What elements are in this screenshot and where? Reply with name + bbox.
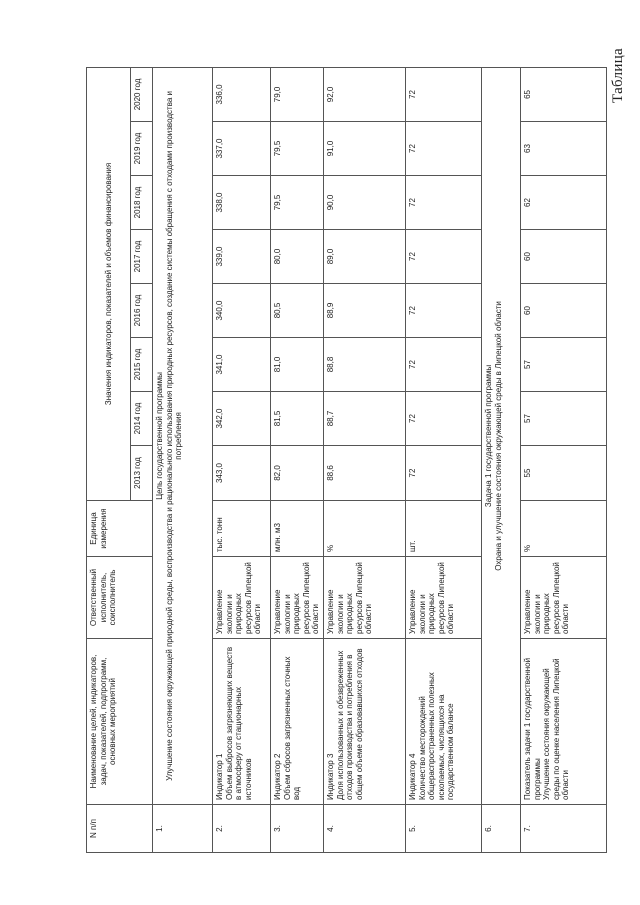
executor: Управление экологии и природных ресурсов Липецкой области: [520, 557, 606, 639]
value-cell: 79,5: [271, 176, 324, 230]
indicator-name: Показатель задачи 1 государственной программы Улучшение состояния окружающей среды по оценке населения Липецкой области: [520, 639, 606, 805]
value-cell: 339,0: [213, 230, 271, 284]
goal-row: [153, 67, 213, 852]
header-year: 2016 год: [131, 284, 153, 338]
header-executor: Ответственный исполнитель, соисполнитель: [87, 557, 153, 639]
header-year: 2013 год: [131, 446, 153, 501]
row-number: 4.: [323, 805, 405, 853]
unit: %: [323, 501, 405, 557]
value-cell: 79,5: [271, 122, 324, 176]
goal-title: Цель государственной программы: [155, 372, 164, 500]
indicators-table: [86, 67, 607, 853]
table-row: [520, 67, 606, 852]
row-number: 6.: [481, 805, 520, 853]
row-number: 3.: [271, 805, 324, 853]
value-cell: 72: [405, 284, 481, 338]
header-year: 2020 год: [131, 67, 153, 121]
value-cell: 338,0: [213, 176, 271, 230]
goal-cell: [153, 67, 213, 804]
table-row: [323, 67, 405, 852]
value-cell: 55: [520, 446, 606, 501]
header-row-1: [87, 67, 131, 852]
value-cell: 63: [520, 122, 606, 176]
rotated-table-wrapper: [86, 68, 601, 853]
indicator-name: Индикатор 3 Доля использованных и обезвреженных отходов производства и потребления в общем объеме образовавшихся отходов: [323, 639, 405, 805]
value-cell: 57: [520, 392, 606, 446]
indicator-name: Индикатор 2 Объем сбросов загрязненных сточных вод: [271, 639, 324, 805]
value-cell: 72: [405, 392, 481, 446]
task-title: Задача 1 государственной программы: [483, 364, 493, 508]
table-caption: Таблица: [610, 48, 626, 104]
value-cell: 65: [520, 67, 606, 121]
header-values-group: Значения индикаторов, показателей и объемов финансирования: [87, 67, 131, 500]
value-cell: 88,7: [323, 392, 405, 446]
value-cell: 90,0: [323, 176, 405, 230]
header-year: 2017 год: [131, 230, 153, 284]
header-num: N п/п: [87, 805, 153, 853]
value-cell: 88,8: [323, 338, 405, 392]
value-cell: 62: [520, 176, 606, 230]
header-year: 2018 год: [131, 176, 153, 230]
unit: тыс. тонн: [213, 501, 271, 557]
value-cell: 341,0: [213, 338, 271, 392]
executor: Управление экологии и природных ресурсов Липецкой области: [271, 557, 324, 639]
task-cell: [481, 67, 520, 804]
header-year: 2019 год: [131, 122, 153, 176]
value-cell: 81,5: [271, 392, 324, 446]
value-cell: 89,0: [323, 230, 405, 284]
table-row: [213, 67, 271, 852]
task-text: Охрана и улучшение состояния окружающей среды в Липецкой области: [493, 301, 503, 571]
value-cell: 72: [405, 446, 481, 501]
value-cell: 336,0: [213, 67, 271, 121]
table-row: [405, 67, 481, 852]
unit: %: [520, 501, 606, 557]
row-number: 2.: [213, 805, 271, 853]
value-cell: 72: [405, 176, 481, 230]
row-number: 1.: [153, 805, 213, 853]
executor: Управление экологии и природных ресурсов Липецкой области: [405, 557, 481, 639]
unit: млн. м3: [271, 501, 324, 557]
value-cell: 88,9: [323, 284, 405, 338]
value-cell: 80,0: [271, 230, 324, 284]
value-cell: 79,0: [271, 67, 324, 121]
value-cell: 92,0: [323, 67, 405, 121]
header-name: Наименование целей, индикаторов, задач, показателей, подпрограмм, основных мероприятий: [87, 639, 153, 805]
indicator-name: Индикатор 1 Объем выбросов загрязняющих веществ в атмосферу от стационарных источников: [213, 639, 271, 805]
value-cell: 343,0: [213, 446, 271, 501]
goal-text: Улучшение состояния окружающей природной среды, воспроизводства и рационального использования природных ресурсов, создание системы обращения с отходами производства и потребления: [164, 91, 184, 781]
value-cell: 72: [405, 122, 481, 176]
value-cell: 72: [405, 67, 481, 121]
value-cell: 82,0: [271, 446, 324, 501]
header-unit: Единица измерения: [87, 501, 153, 557]
value-cell: 340,0: [213, 284, 271, 338]
unit: шт.: [405, 501, 481, 557]
header-year: 2014 год: [131, 392, 153, 446]
row-number: 5.: [405, 805, 481, 853]
task-row: [481, 67, 520, 852]
value-cell: 72: [405, 230, 481, 284]
header-year: 2015 год: [131, 338, 153, 392]
value-cell: 57: [520, 338, 606, 392]
value-cell: 72: [405, 338, 481, 392]
table-row: [271, 67, 324, 852]
value-cell: 91,0: [323, 122, 405, 176]
executor: Управление экологии и природных ресурсов Липецкой области: [213, 557, 271, 639]
value-cell: 60: [520, 284, 606, 338]
executor: Управление экологии и природных ресурсов Липецкой области: [323, 557, 405, 639]
value-cell: 342,0: [213, 392, 271, 446]
value-cell: 81,0: [271, 338, 324, 392]
value-cell: 60: [520, 230, 606, 284]
value-cell: 337,0: [213, 122, 271, 176]
indicator-name: Индикатор 4 Количество месторождений общераспространенных полезных ископаемых, числящихся на государственном балансе: [405, 639, 481, 805]
value-cell: 88,6: [323, 446, 405, 501]
value-cell: 80,5: [271, 284, 324, 338]
row-number: 7.: [520, 805, 606, 853]
